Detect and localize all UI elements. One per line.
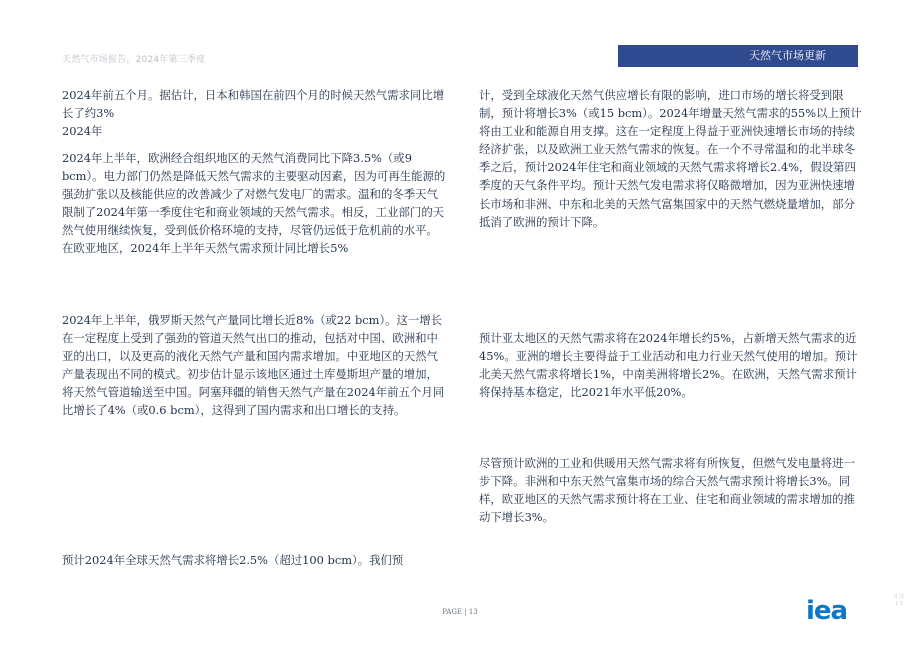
- right-paragraph-2: 预计亚太地区的天然气需求将在2024年增长约5%，占新增天然气需求的近45%。亚洲的增长主要得益于工业活动和电力行业天然气使用的增加。预计北美天然气需求将增长1%，中南美洲将增长2%。在欧洲，天然气需求预计将保持基本稳定，比2021年水平低20%。: [479, 331, 858, 400]
- right-paragraph-1: 计，受到全球液化天然气供应增长有限的影响，进口市场的增长将受到限制，预计将增长3%（或15 bcm）。2024年增量天然气需求的55%以上预计将由工业和能源自用支撑。这在一定程度上得益于亚洲快速增长市场的持续经济扩张，以及欧洲工业天然气需求的恢复。在一个不寻常温和的北半球冬季之后，预计2024年住宅和商业领域的天然气需求将增长2.4%，假设第四季度的天气条件平均。预计天然气发电需求将仅略微增加，因为亚洲快速增长市场和非洲、中东和北美的天然气富集国家中的天然气燃烧量增加，部分抵消了欧洲的预计下降。: [479, 88, 862, 229]
- left-paragraph-2: 2024年: [62, 124, 103, 138]
- left-paragraph-5: 预计2024年全球天然气需求将增长2.5%（超过100 bcm）。我们预: [62, 553, 404, 567]
- report-title: 天然气市场报告，2024年第三季度: [62, 55, 206, 65]
- right-paragraph-3: 尽管预计欧洲的工业和供暖用天然气需求将有所恢复，但燃气发电量将进一步下降。非洲和中东天然气富集市场的综合天然气需求预计将增长3%。同样，欧亚地区的天然气需求预计将在工业、住宅和商业领域的需求增加的推动下增长3%。: [479, 456, 855, 525]
- left-paragraph-3: 2024年上半年，欧洲经合组织地区的天然气消费同比下降3.5%（或9 bcm）。电力部门仍然是降低天然气需求的主要驱动因素，因为可再生能源的强劲扩张以及核能供应的改善减少了对燃气发电厂的需求。温和的冬季天气限制了2024年第一季度住宅和商业领域的天然气需求。相反，工业部门的天然气使用继续恢复，受到低价格环境的支持，尽管仍远低于危机前的水平。在欧亚地区，2024年上半年天然气需求预计同比增长5%: [62, 151, 446, 256]
- side-marker: II 国 1 3: [894, 594, 904, 607]
- page-number: PAGE | 13: [442, 608, 478, 616]
- iea-logo: iea: [806, 596, 848, 626]
- left-paragraph-1: 2024年前五个月。据估计，日本和韩国在前四个月的时候天然气需求同比增长了约3%: [62, 88, 445, 121]
- left-paragraph-4: 2024年上半年，俄罗斯天然气产量同比增长近8%（或22 bcm）。这一增长在一定程度上受到了强劲的管道天然气出口的推动，包括对中国、欧洲和中亚的出口，以及更高的液化天然气产量和国内需求增加。中亚地区的天然气产量表现出不同的模式。初步估计显示该地区通过土库曼斯坦产量的增加，将天然气管道输送至中国。阿塞拜疆的销售天然气产量在2024年前五个月同比增长了4%（或0.6 bcm），这得到了国内需求和出口增长的支持。: [62, 313, 445, 418]
- section-label-banner: 天然气市场更新: [618, 45, 858, 67]
